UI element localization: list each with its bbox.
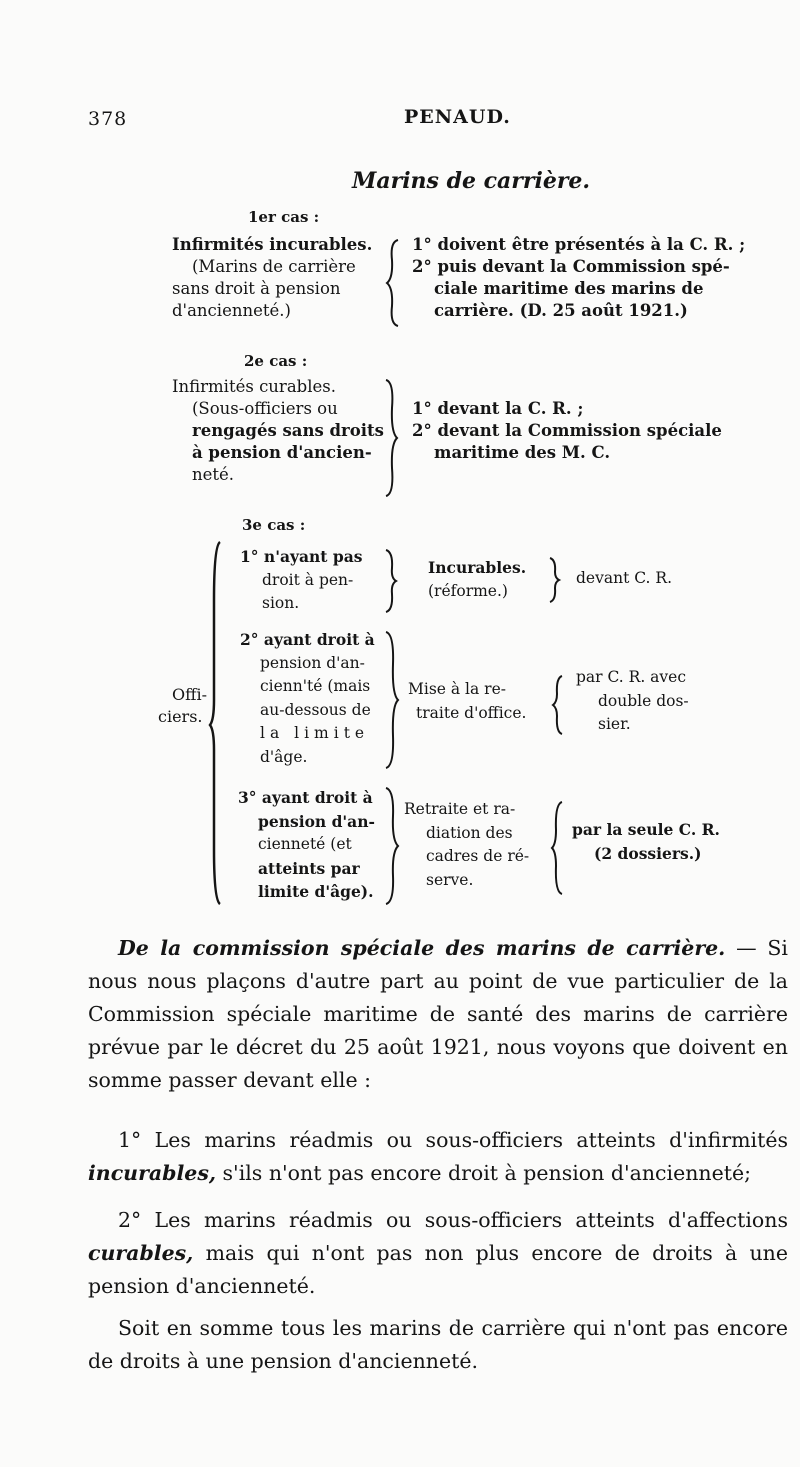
condition-line: 2° ayant droit à xyxy=(240,630,375,649)
case-2-left-line: neté. xyxy=(192,465,235,484)
item-2-rest: mais qui n'ont pas non plus encore de droits à une pension d'ancienneté. xyxy=(88,1241,788,1298)
case-3-row-2-measure-brace xyxy=(550,674,566,736)
measure-line: traite d'office. xyxy=(416,703,527,722)
case-1-brace xyxy=(384,238,404,328)
case-3-row-1-measure-brace xyxy=(546,556,562,604)
case-2-right-line: maritime des M. C. xyxy=(434,443,611,462)
measure-line: cadres de ré- xyxy=(426,847,530,865)
condition-line: atteints par xyxy=(258,858,360,878)
case-3-label: 3e cas : xyxy=(242,516,306,534)
condition-line: au-dessous de xyxy=(260,700,371,719)
case-2-left-line: (Sous-officiers ou xyxy=(192,399,338,418)
running-title: PENAUD. xyxy=(404,106,511,128)
measure-line: (réforme.) xyxy=(428,581,508,600)
item-1-text: 1° Les marins réadmis ou sous-officiers atteints d'infirmités xyxy=(118,1128,788,1152)
measure-line: Retraite et ra- xyxy=(404,800,516,818)
measure-line: serve. xyxy=(426,870,474,889)
procedure-line: (2 dossiers.) xyxy=(594,843,702,863)
case-2-left-line: rengagés sans droits xyxy=(192,421,384,440)
item-2-text: 2° Les marins réadmis ou sous-officiers atteints d'affections xyxy=(118,1208,788,1232)
case-2-left xyxy=(172,376,384,486)
procedure-line: par C. R. avec xyxy=(576,668,687,686)
item-1-rest: s'ils n'ont pas encore droit à pension d'ancienneté; xyxy=(216,1161,752,1185)
item-1-emphasis: incurables, xyxy=(88,1161,217,1185)
procedure-line: double dos- xyxy=(598,691,689,710)
procedure-line: par la seule C. R. xyxy=(572,820,720,839)
condition-line: pension d'an- xyxy=(258,811,375,831)
case-2-brace xyxy=(380,378,400,498)
case-3-group-brace xyxy=(208,540,228,906)
group-label-line: Offi- xyxy=(172,685,208,704)
case-2-right xyxy=(412,398,722,464)
case-3-row-2-procedure xyxy=(576,666,689,737)
condition-line: cienn'té (mais xyxy=(260,677,371,695)
measure-line: Incurables. xyxy=(428,558,527,577)
measure-line: Mise à la re- xyxy=(408,680,506,698)
condition-line: la limite xyxy=(260,724,370,742)
item-2-emphasis: curables, xyxy=(88,1241,194,1265)
case-3-row-3-brace xyxy=(382,786,400,906)
case-1-left-line: (Marins de carrière xyxy=(192,257,356,276)
case-2-left-line: Infirmités curables. xyxy=(172,377,336,396)
case-3-row-3-measure xyxy=(404,798,529,892)
case-3-row-1-measure xyxy=(428,556,526,603)
condition-line: sion. xyxy=(262,594,300,612)
case-1-left-line: d'ancienneté.) xyxy=(172,301,291,320)
case-1-right-line: ciale maritime des marins de xyxy=(434,279,704,298)
case-1-label: 1er cas : xyxy=(248,208,320,226)
case-3-row-2-condition xyxy=(240,628,375,769)
condition-line: cienneté (et xyxy=(258,835,352,853)
case-3-row-1-brace xyxy=(382,548,398,614)
case-1-left-line: Infirmités incurables. xyxy=(172,235,373,254)
condition-line: limite d'âge). xyxy=(258,882,374,901)
condition-line: 1° n'ayant pas xyxy=(240,547,363,566)
case-2-right-line: 2° devant la Commission spéciale xyxy=(412,421,722,440)
section-title: Marins de carrière. xyxy=(352,168,591,194)
case-1-left xyxy=(172,234,372,322)
paragraph-heading: De la commission spéciale des marins de carrière. xyxy=(118,936,726,960)
case-1-right xyxy=(412,234,745,322)
measure-line: diation des xyxy=(426,823,513,842)
procedure-line: sier. xyxy=(598,715,631,733)
condition-line: pension d'an- xyxy=(260,653,365,672)
case-1-right-line: 1° doivent être présentés à la C. R. ; xyxy=(412,235,746,254)
case-2-label: 2e cas : xyxy=(244,352,308,370)
condition-line: 3° ayant droit à xyxy=(238,788,373,807)
case-2-right-line: 1° devant la C. R. ; xyxy=(412,399,584,418)
case-3-row-2-brace xyxy=(382,630,400,770)
paragraph-item-2 xyxy=(88,1204,788,1303)
paragraph-commission xyxy=(88,932,788,1097)
case-3-row-3-procedure xyxy=(572,818,720,865)
condition-line: droit à pen- xyxy=(262,570,354,589)
case-3-group-label xyxy=(158,684,207,728)
case-1-right-line: carrière. (D. 25 août 1921.) xyxy=(434,301,688,320)
group-label-line: ciers. xyxy=(158,707,203,726)
case-3-row-2-measure xyxy=(408,678,526,725)
case-3-row-1-procedure xyxy=(576,567,672,591)
case-1-left-line: sans droit à pension xyxy=(172,279,341,298)
paragraph-conclusion: Soit en somme tous les marins de carrière qui n'ont pas encore de droits à une pension d'ancienneté. xyxy=(88,1316,788,1373)
case-3-row-3-condition xyxy=(238,786,375,904)
case-2-left-line: à pension d'ancien- xyxy=(192,443,372,462)
procedure-line: devant C. R. xyxy=(576,569,672,587)
page-number: 378 xyxy=(88,108,128,130)
case-3-row-1-condition xyxy=(240,545,362,616)
paragraph-text: — Si nous nous plaçons d'autre part au point de vue particulier de la Commission spéciale maritime de santé des marins de carrière prévue par le décret du 25 août 1921, nous voyons que doivent en somme passer devant elle : xyxy=(88,936,788,1092)
paragraph-item-1 xyxy=(88,1124,788,1190)
condition-line: d'âge. xyxy=(260,747,308,766)
case-1-right-line: 2° puis devant la Commission spé- xyxy=(412,257,730,276)
case-3-row-3-measure-brace xyxy=(550,800,566,896)
